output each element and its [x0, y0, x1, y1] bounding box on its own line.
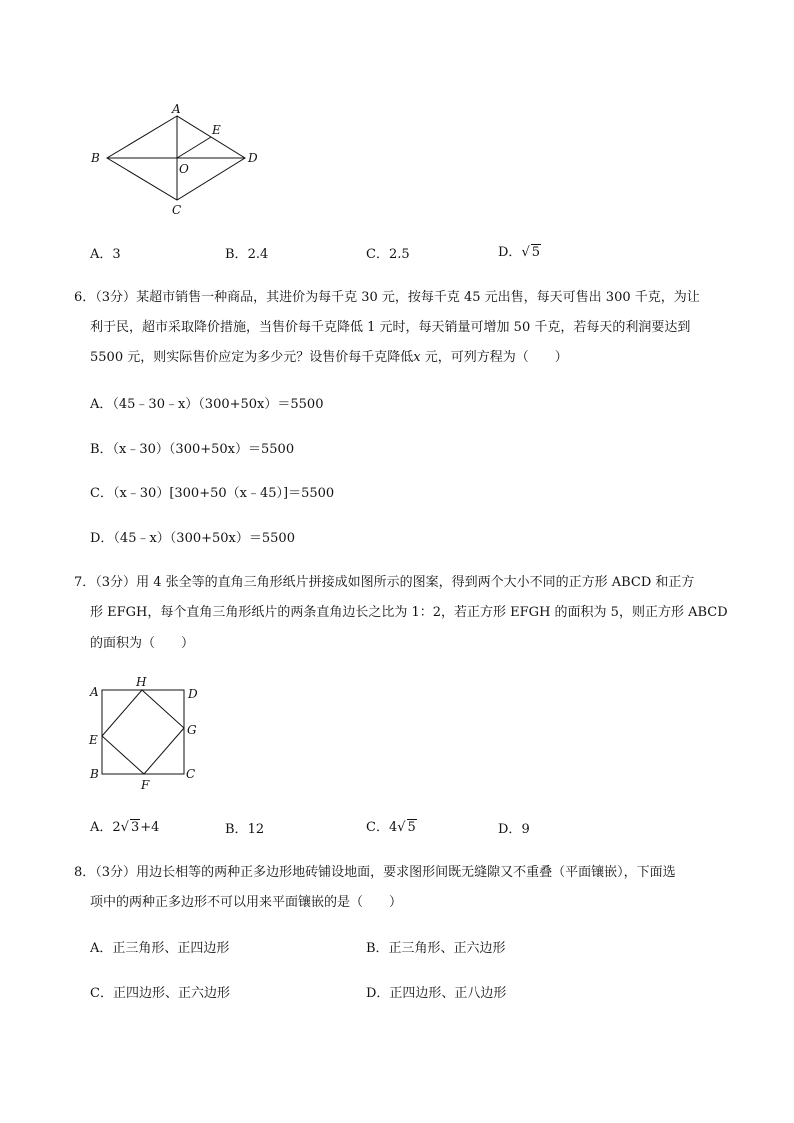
- q7-line-2: 形 EFGH，每个直角三角形纸片的两条直角边长之比为 1：2，若正方形 EFGH 的面积为 5，则正方形 ABCD: [90, 605, 728, 620]
- q5-option-b[interactable]: B．2.4: [225, 247, 269, 262]
- square-abcd: [102, 690, 184, 774]
- q7-option-d[interactable]: D．9: [498, 822, 530, 837]
- rhombus-figure: [85, 100, 265, 220]
- q8-option-b[interactable]: B．正三角形、正六边形: [366, 941, 506, 956]
- label-g: G: [187, 723, 197, 737]
- q6-line-1: 6．（3分）某超市销售一种商品，其进价为每千克 30 元，按每千克 45 元出售，每天可售出 300 千克，为让: [74, 290, 700, 305]
- sqrt-symbol: √ 5: [397, 820, 416, 835]
- label-b2: B: [90, 767, 99, 781]
- q6-option-b[interactable]: B．（x﹣30）（300+50x）＝5500: [90, 442, 295, 457]
- label-e: E: [212, 123, 221, 137]
- q5-option-a[interactable]: A．3: [90, 247, 121, 262]
- label-e2: E: [89, 733, 98, 747]
- q6-number: 6．: [74, 290, 96, 305]
- label-f: F: [141, 778, 150, 792]
- q6-line-2: 利于民，超市采取降价措施，当售价每千克降低 1 元时，每天销量可增加 50 千克，若每天的利润要达到: [90, 320, 691, 335]
- q6-line-3: 5500 元，则实际售价应定为多少元？设售价每千克降低x 元，可列方程为（ ）: [90, 350, 568, 365]
- square-efgh: [102, 690, 184, 774]
- q7-number: 7．: [74, 575, 96, 590]
- q8-option-c[interactable]: C．正四边形、正六边形: [90, 986, 230, 1001]
- q7-option-a[interactable]: A．2√ 3+4: [90, 820, 160, 835]
- q8-option-d[interactable]: D．正四边形、正八边形: [366, 986, 507, 1001]
- label-o: O: [179, 162, 189, 176]
- label-c: C: [172, 203, 182, 217]
- label-a2: A: [90, 685, 99, 699]
- sqrt-symbol: √ 3: [120, 820, 140, 835]
- q8-option-a[interactable]: A．正三角形、正四边形: [90, 941, 230, 956]
- label-d: D: [248, 151, 258, 165]
- q8-line-2: 项中的两种正多边形不可以用来平面镶嵌的是（ ）: [90, 895, 403, 910]
- q6-option-a[interactable]: A．（45﹣30﹣x）（300+50x）＝5500: [90, 397, 324, 412]
- q7-score: （3分）: [95, 575, 137, 590]
- q7-line-3: 的面积为（ ）: [90, 636, 195, 651]
- label-a: A: [172, 102, 181, 116]
- squares-figure: [86, 672, 206, 794]
- q7-option-c[interactable]: C．4√ 5: [366, 820, 416, 835]
- label-c2: C: [186, 767, 196, 781]
- sqrt-symbol: √ 5: [521, 245, 541, 260]
- q7-option-b[interactable]: B．12: [225, 822, 265, 837]
- q5-option-d[interactable]: D．√ 5: [498, 245, 541, 260]
- q6-option-d[interactable]: D．（45﹣x）（300+50x）＝5500: [90, 531, 295, 546]
- q7-line-1: 7．（3分）用 4 张全等的直角三角形纸片拼接成如图所示的图案，得到两个大小不同的正方形 ABCD 和正方: [74, 575, 695, 590]
- q8-score: （3分）: [95, 865, 137, 880]
- q8-line-1: 8．（3分）用边长相等的两种正多边形地砖铺设地面，要求图形间既无缝隙又不重叠（平面镶嵌），下面选: [74, 865, 676, 880]
- label-b: B: [91, 151, 100, 165]
- label-h: H: [136, 675, 147, 689]
- q5-option-c[interactable]: C．2.5: [366, 247, 410, 262]
- q8-number: 8．: [74, 865, 96, 880]
- label-d2: D: [188, 687, 198, 701]
- q6-score: （3分）: [95, 290, 137, 305]
- segment-oe: [177, 137, 211, 158]
- q6-option-c[interactable]: C．（x﹣30）[300+50（x﹣45）]＝5500: [90, 486, 335, 501]
